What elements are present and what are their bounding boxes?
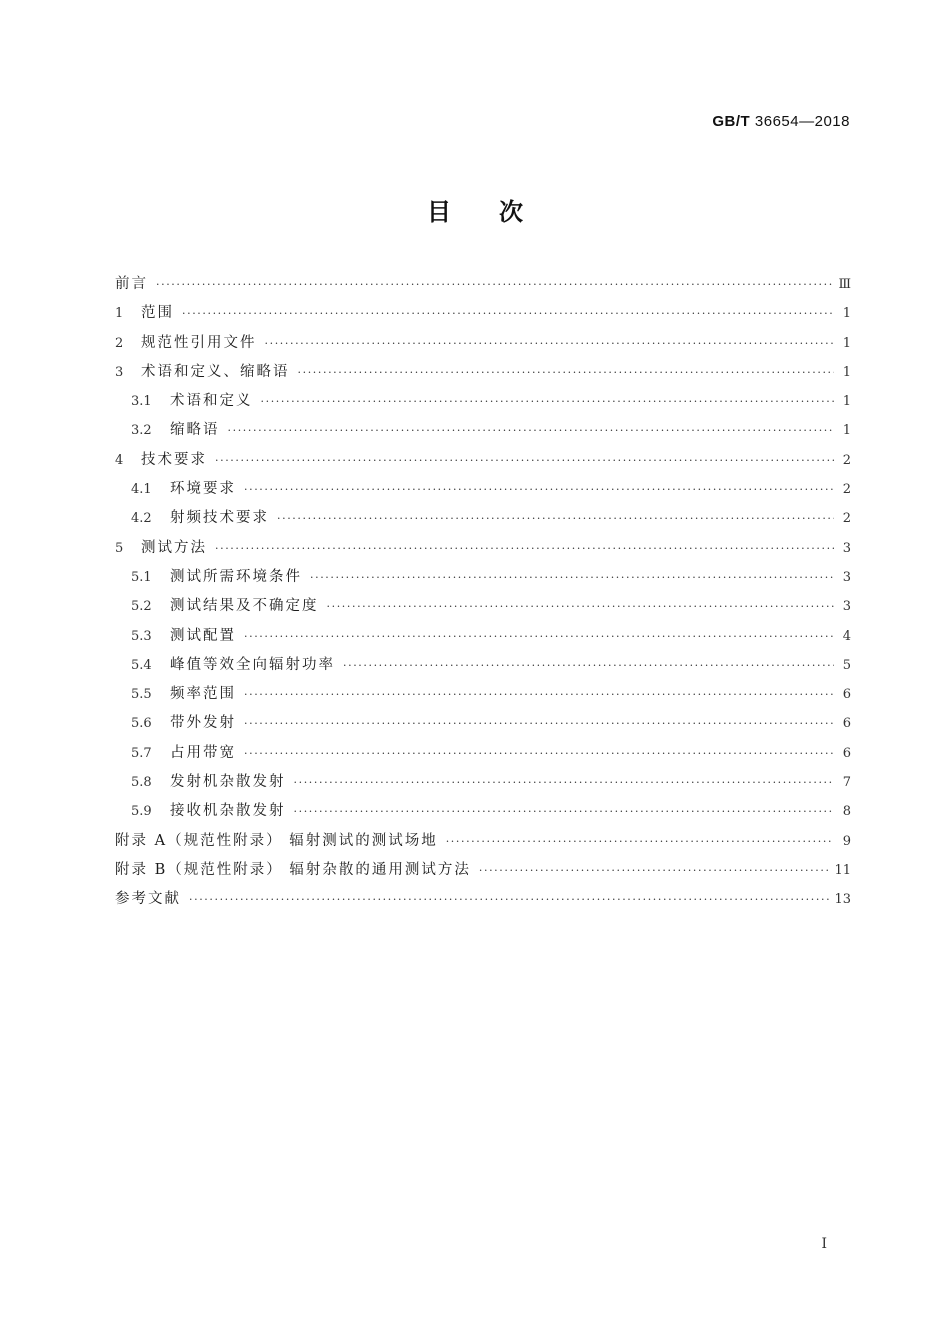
toc-entry-title: 附录 A（规范性附录） 辐射测试的测试场地 (115, 832, 438, 849)
toc-dot-leader (244, 680, 834, 709)
toc-entry-title: 技术要求 (141, 451, 207, 468)
table-of-contents (115, 270, 851, 915)
standard-code (712, 113, 850, 130)
toc-entry-title: 发射机杂散发射 (170, 774, 286, 791)
toc-dot-leader (156, 270, 833, 299)
toc-entry-number: 5.1 (131, 569, 152, 585)
toc-dot-leader (277, 504, 834, 533)
toc-entry-number: 5.6 (131, 716, 152, 732)
toc-entry-number: 4 (115, 452, 124, 468)
toc-entry[interactable] (115, 592, 851, 621)
toc-entry-number: 5.5 (131, 687, 152, 703)
toc-entry-title: 缩略语 (170, 422, 220, 439)
toc-dot-leader (446, 827, 834, 856)
toc-dot-leader (244, 475, 834, 504)
toc-title: 目次 (427, 198, 571, 226)
toc-entry-number: 3.1 (131, 394, 152, 410)
toc-entry[interactable] (115, 299, 851, 328)
toc-entry-title: 术语和定义 (170, 393, 253, 410)
toc-dot-leader (310, 563, 834, 592)
toc-entry[interactable] (115, 827, 851, 856)
toc-entry-number: 4.1 (131, 482, 152, 498)
toc-entry-title: 接收机杂散发射 (170, 803, 286, 820)
toc-entry-number: 5.8 (131, 775, 152, 791)
toc-entry-title: 前言 (115, 276, 148, 292)
toc-dot-leader (343, 651, 834, 680)
toc-entry-page: 9 (842, 833, 851, 849)
toc-entry-number: 3 (115, 364, 124, 380)
toc-entry[interactable] (115, 270, 851, 299)
toc-dot-leader (479, 856, 830, 885)
toc-entry-page: 2 (842, 452, 851, 468)
toc-entry-number: 1 (115, 306, 124, 322)
toc-entry-number: 5.3 (131, 628, 152, 644)
toc-dot-leader (265, 329, 835, 358)
toc-entry[interactable] (115, 797, 851, 826)
toc-entry-page: 1 (842, 394, 851, 410)
toc-entry-title: 参考文献 (115, 891, 181, 908)
toc-entry-title: 测试方法 (141, 539, 207, 556)
toc-entry[interactable] (115, 504, 851, 533)
toc-entry-number: 2 (115, 335, 124, 351)
toc-dot-leader (182, 299, 834, 328)
toc-dot-leader (244, 709, 834, 738)
page-folio: I (821, 1236, 827, 1252)
toc-entry-number: 5.7 (131, 745, 152, 761)
toc-entry-title: 带外发射 (170, 715, 236, 732)
toc-entry[interactable] (115, 387, 851, 416)
toc-entry-page: 1 (842, 306, 851, 322)
toc-entry-page: 6 (842, 687, 851, 703)
toc-dot-leader (228, 416, 835, 445)
toc-entry[interactable] (115, 563, 851, 592)
toc-entry[interactable] (115, 622, 851, 651)
toc-entry[interactable] (115, 739, 851, 768)
toc-entry[interactable] (115, 856, 851, 885)
toc-entry-number: 5.9 (131, 804, 152, 820)
toc-entry-page: 2 (842, 482, 851, 498)
toc-entry[interactable] (115, 651, 851, 680)
toc-dot-leader (294, 797, 835, 826)
toc-entry[interactable] (115, 709, 851, 738)
toc-entry-title: 测试配置 (170, 627, 236, 644)
toc-entry[interactable] (115, 358, 851, 387)
toc-entry-number: 5.2 (131, 599, 152, 615)
toc-entry-page: 13 (834, 892, 851, 908)
toc-entry-title: 术语和定义、缩略语 (141, 363, 290, 380)
toc-entry[interactable] (115, 534, 851, 563)
toc-entry-page: 3 (842, 569, 851, 585)
toc-entry-number: 4.2 (131, 511, 152, 527)
toc-entry-page: 1 (842, 364, 851, 380)
toc-dot-leader (215, 446, 834, 475)
toc-dot-leader (294, 768, 835, 797)
toc-entry-page: 1 (842, 423, 851, 439)
toc-entry-page: 3 (842, 599, 851, 615)
toc-entry-page: 8 (842, 804, 851, 820)
toc-entry[interactable] (115, 680, 851, 709)
toc-entry-title: 环境要求 (170, 481, 236, 498)
toc-entry-page: 3 (842, 540, 851, 556)
toc-entry-page: 4 (842, 628, 851, 644)
standard-code-prefix: GB/T (712, 113, 751, 130)
toc-entry-title: 射频技术要求 (170, 510, 269, 527)
toc-dot-leader (189, 885, 829, 914)
toc-dot-leader (327, 592, 835, 621)
toc-entry-page: Ⅲ (838, 277, 851, 292)
toc-entry-number: 3.2 (131, 423, 152, 439)
toc-entry-title: 峰值等效全向辐射功率 (170, 656, 335, 673)
toc-dot-leader (244, 622, 834, 651)
toc-entry-title: 占用带宽 (170, 744, 236, 761)
toc-entry[interactable] (115, 329, 851, 358)
toc-entry[interactable] (115, 885, 851, 914)
toc-entry[interactable] (115, 475, 851, 504)
toc-dot-leader (261, 387, 835, 416)
toc-entry-title: 测试结果及不确定度 (170, 598, 319, 615)
toc-entry-page: 11 (834, 862, 851, 878)
toc-entry-page: 6 (842, 745, 851, 761)
toc-entry-title: 测试所需环境条件 (170, 568, 302, 585)
toc-entry-number: 5 (115, 540, 124, 556)
toc-entry-title: 附录 B（规范性附录） 辐射杂散的通用测试方法 (115, 861, 471, 878)
toc-entry[interactable] (115, 446, 851, 475)
toc-entry[interactable] (115, 768, 851, 797)
toc-entry-page: 1 (842, 335, 851, 351)
toc-entry-page: 2 (842, 511, 851, 527)
toc-entry-page: 5 (842, 657, 851, 673)
toc-entry[interactable] (115, 416, 851, 445)
toc-dot-leader (244, 739, 834, 768)
toc-entry-number: 5.4 (131, 657, 152, 673)
toc-entry-title: 范围 (141, 305, 174, 322)
toc-entry-title: 规范性引用文件 (141, 334, 257, 351)
toc-entry-title: 频率范围 (170, 686, 236, 703)
toc-entry-page: 7 (842, 775, 851, 791)
toc-entry-page: 6 (842, 716, 851, 732)
toc-dot-leader (298, 358, 835, 387)
standard-code-number: 36654—2018 (754, 113, 850, 130)
toc-dot-leader (215, 534, 834, 563)
